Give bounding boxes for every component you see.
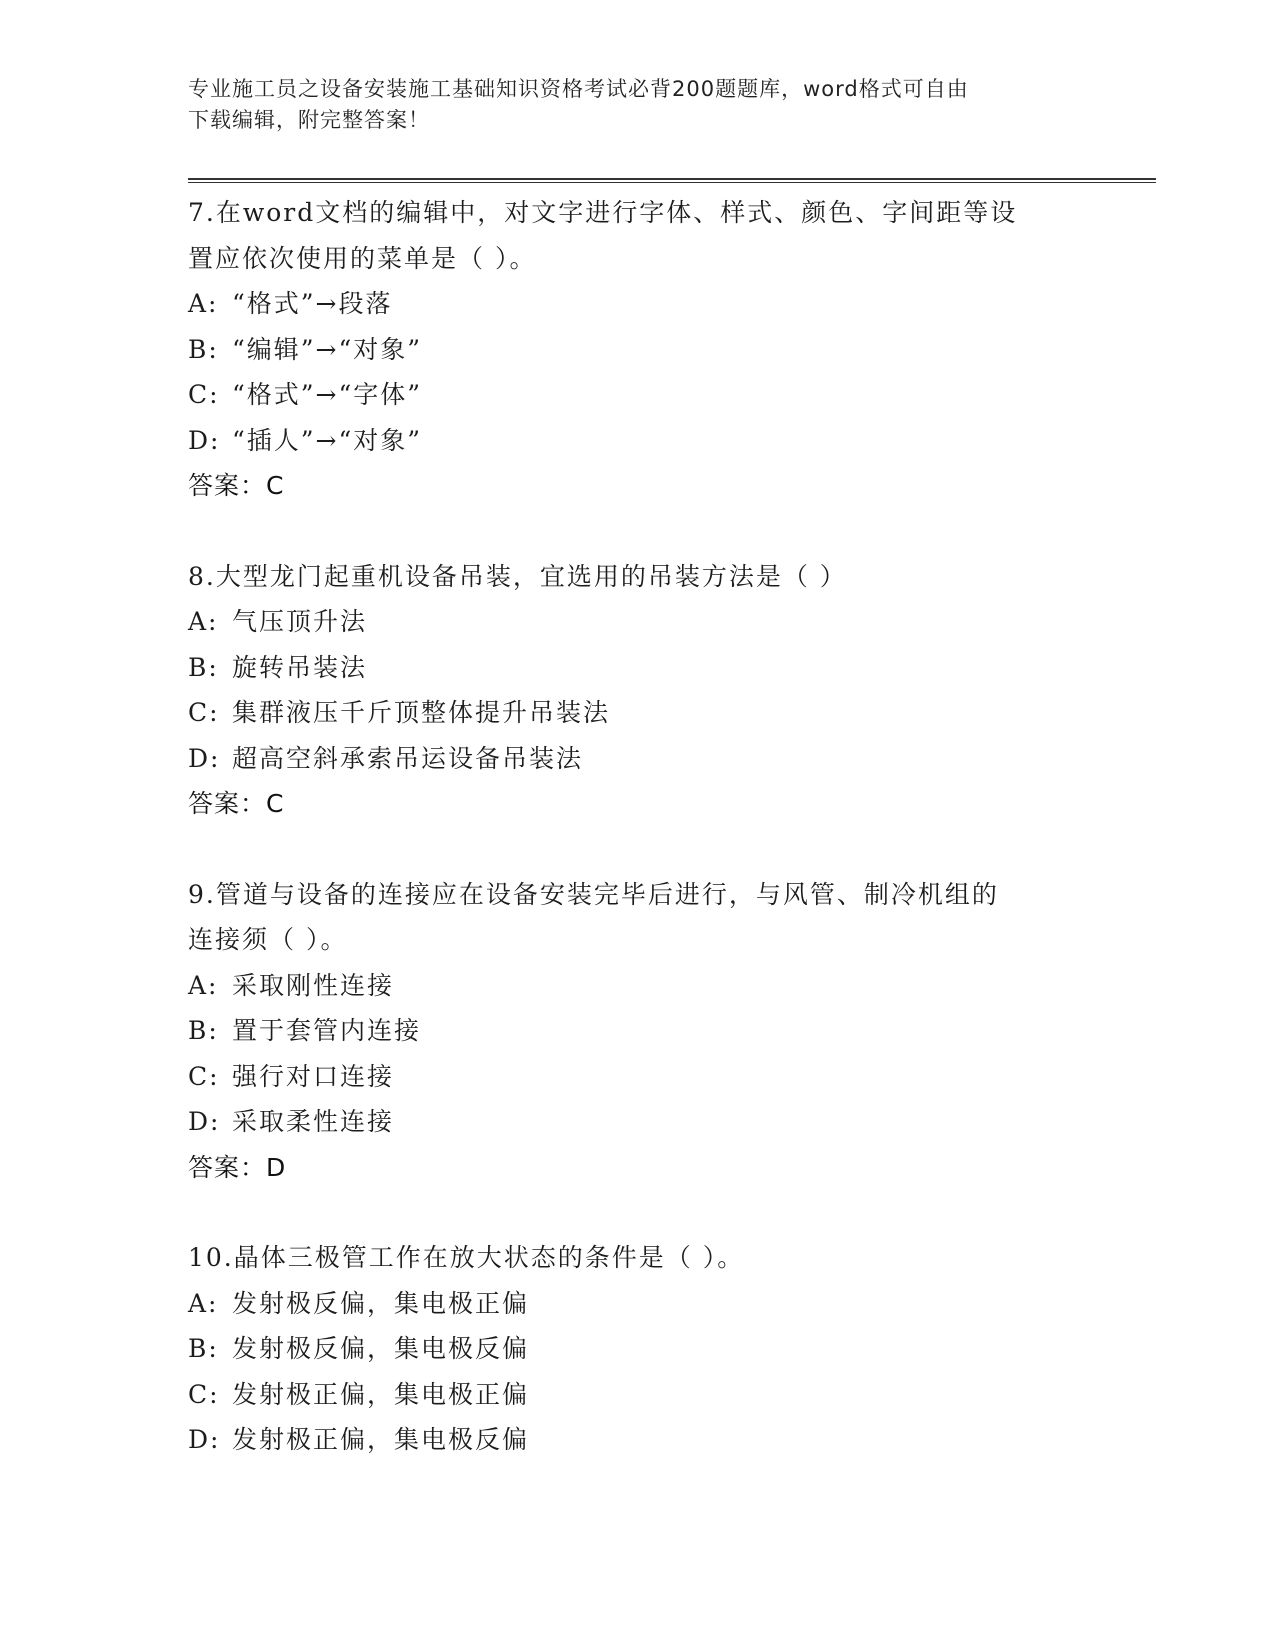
option-key: A:: [188, 289, 219, 318]
option-a: [188, 1281, 1088, 1327]
question-9: [188, 872, 1088, 1191]
option-text: 置于套管内连接: [232, 1016, 422, 1045]
option-text: 采取柔性连接: [232, 1107, 395, 1136]
option-b: [188, 1326, 1088, 1372]
option-key: C:: [188, 698, 220, 727]
option-key: D:: [188, 425, 221, 455]
question-stem-line: 连接须（ ）。: [188, 925, 348, 954]
option-key: B:: [188, 334, 219, 364]
question-8: [188, 554, 1088, 827]
answer-line: 答案：C: [188, 789, 285, 818]
question-list: [188, 190, 1088, 1463]
option-c: [188, 372, 1088, 418]
option-d: [188, 418, 1088, 464]
option-text: 强行对口连接: [232, 1061, 395, 1091]
option-key: C:: [188, 380, 220, 409]
option-b: [188, 327, 1088, 373]
option-key: C:: [188, 1061, 220, 1091]
question-7: [188, 190, 1088, 509]
option-key: A:: [188, 1288, 219, 1318]
option-text: 气压顶升法: [232, 607, 368, 636]
header-line-2: 下载编辑，附完整答案！: [188, 108, 430, 132]
option-d: [188, 736, 1088, 782]
header-divider: [188, 178, 1156, 183]
option-text: 超高空斜承索吊运设备吊装法: [232, 743, 584, 773]
option-d: [188, 1417, 1088, 1463]
option-d: [188, 1099, 1088, 1145]
option-text: 发射极反偏，集电极反偏: [232, 1334, 530, 1363]
option-c: [188, 1054, 1088, 1100]
question-stem-line: 置应依次使用的菜单是（ ）。: [188, 243, 537, 273]
option-a: [188, 281, 1088, 327]
option-key: B:: [188, 652, 219, 682]
answer-line: 答案：D: [188, 1152, 287, 1182]
option-text: 发射极反偏，集电极正偏: [232, 1288, 530, 1318]
question-10: [188, 1235, 1088, 1463]
option-key: A:: [188, 970, 219, 1000]
question-stem-line: 8.大型龙门起重机设备吊装，宜选用的吊装方法是（ ）: [188, 561, 847, 591]
option-key: B:: [188, 1016, 219, 1045]
option-key: D:: [188, 743, 221, 773]
option-text: “插人”→“对象”: [232, 425, 423, 455]
option-b: [188, 1008, 1088, 1054]
option-text: “格式”→段落: [232, 289, 393, 318]
option-text: 集群液压千斤顶整体提升吊装法: [232, 698, 611, 727]
option-text: “编辑”→“对象”: [232, 334, 423, 364]
option-text: 发射极正偏，集电极正偏: [232, 1379, 530, 1409]
option-c: [188, 1372, 1088, 1418]
option-a: [188, 599, 1088, 645]
header-line-1: 专业施工员之设备安装施工基础知识资格考试必背200题题库，word格式可自由: [188, 77, 969, 101]
option-c: [188, 690, 1088, 736]
option-key: B:: [188, 1334, 219, 1363]
question-stem-line: 7.在word文档的编辑中，对文字进行字体、样式、颜色、字间距等设: [188, 198, 1018, 227]
option-key: A:: [188, 607, 219, 636]
option-b: [188, 645, 1088, 691]
option-text: 发射极正偏，集电极反偏: [232, 1425, 530, 1454]
option-a: [188, 963, 1088, 1009]
document-header: [188, 74, 1088, 136]
option-key: D:: [188, 1425, 221, 1454]
option-text: 旋转吊装法: [232, 652, 368, 682]
answer-line: 答案：C: [188, 471, 285, 500]
option-text: 采取刚性连接: [232, 970, 395, 1000]
option-text: “格式”→“字体”: [232, 380, 423, 409]
option-key: C:: [188, 1379, 220, 1409]
question-stem-line: 10.晶体三极管工作在放大状态的条件是（ ）。: [188, 1243, 745, 1272]
question-stem-line: 9.管道与设备的连接应在设备安装完毕后进行，与风管、制冷机组的: [188, 879, 999, 909]
option-key: D:: [188, 1107, 221, 1136]
